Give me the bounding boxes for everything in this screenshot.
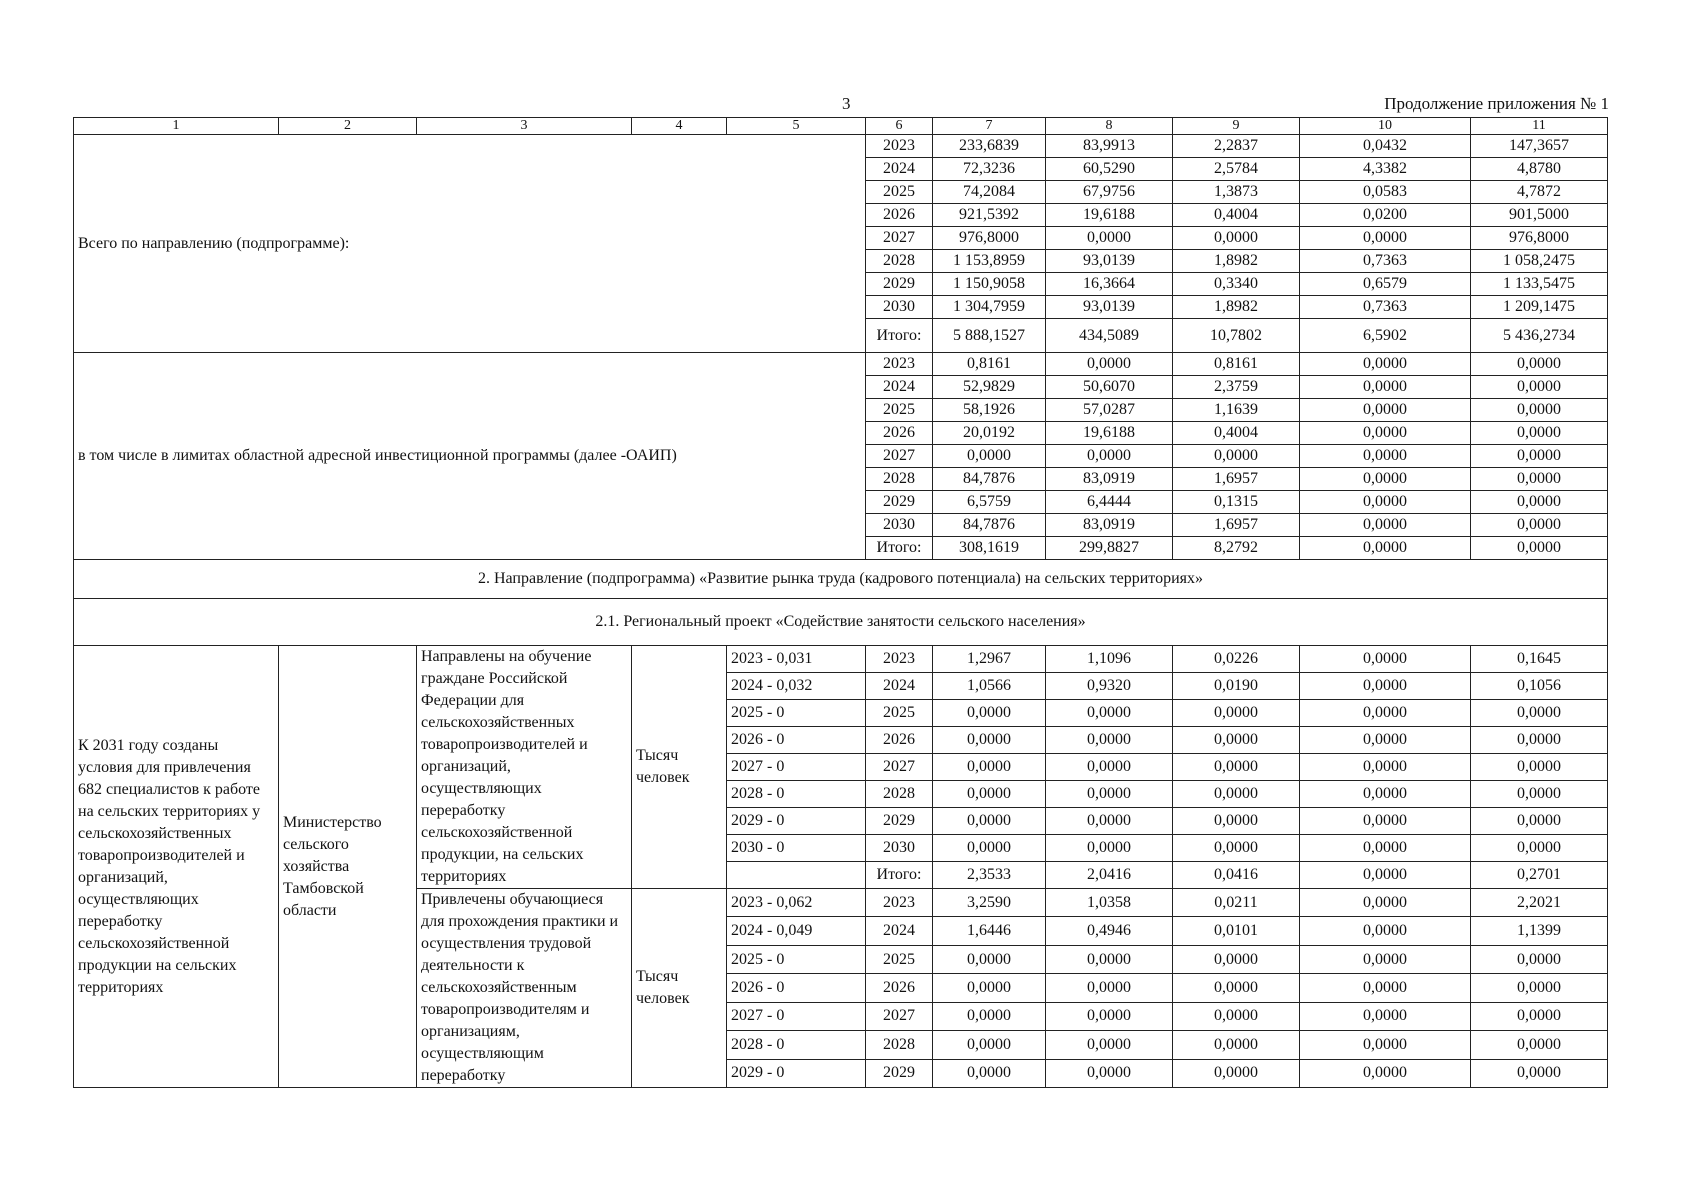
measure-unit: Тысяч человек xyxy=(632,646,727,889)
federal-budget-cell: 0,0000 xyxy=(1046,1002,1173,1030)
regional-budget-cell: 1,1639 xyxy=(1173,399,1300,422)
total-cell: 0,8161 xyxy=(933,353,1046,376)
program-table xyxy=(73,117,1608,1088)
page-number: 3 xyxy=(842,94,851,113)
column-number: 8 xyxy=(1046,118,1173,135)
extrabudget-cell: 0,0000 xyxy=(1471,353,1608,376)
total-cell: 84,7876 xyxy=(933,468,1046,491)
year-cell: 2024 xyxy=(866,158,933,181)
federal-budget-cell: 19,6188 xyxy=(1046,204,1173,227)
federal-budget-cell: 0,0000 xyxy=(1046,781,1173,808)
regional-budget-cell: 0,8161 xyxy=(1173,353,1300,376)
local-budget-cell: 0,0000 xyxy=(1300,468,1471,491)
indicator-value xyxy=(727,862,866,889)
local-budget-cell: 0,0000 xyxy=(1300,399,1471,422)
extrabudget-cell: 0,0000 xyxy=(1471,376,1608,399)
regional-budget-cell: 2,2837 xyxy=(1173,135,1300,158)
regional-budget-cell: 0,0211 xyxy=(1173,889,1300,917)
federal-budget-cell: 6,4444 xyxy=(1046,491,1173,514)
regional-budget-cell: 0,0000 xyxy=(1173,808,1300,835)
federal-budget-cell: 1,0358 xyxy=(1046,889,1173,917)
total-cell: 1,0566 xyxy=(933,673,1046,700)
local-budget-cell: 0,0000 xyxy=(1300,889,1471,917)
table-row xyxy=(74,646,1608,673)
regional-budget-cell: 1,8982 xyxy=(1173,250,1300,273)
total-cell: 1 153,8959 xyxy=(933,250,1046,273)
total-cell: 1 304,7959 xyxy=(933,296,1046,319)
indicator-value: 2023 - 0,031 xyxy=(727,646,866,673)
extrabudget-cell: 0,1056 xyxy=(1471,673,1608,700)
year-cell: 2027 xyxy=(866,754,933,781)
total-cell: 84,7876 xyxy=(933,514,1046,537)
federal-budget-cell: 299,8827 xyxy=(1046,537,1173,560)
federal-budget-cell: 0,0000 xyxy=(1046,445,1173,468)
local-budget-cell: 0,0000 xyxy=(1300,422,1471,445)
indicator-value: 2026 - 0 xyxy=(727,727,866,754)
total-cell: 58,1926 xyxy=(933,399,1046,422)
year-cell: 2025 xyxy=(866,399,933,422)
local-budget-cell: 0,0000 xyxy=(1300,974,1471,1002)
total-cell: 0,0000 xyxy=(933,781,1046,808)
regional-budget-cell: 0,1315 xyxy=(1173,491,1300,514)
extrabudget-cell: 0,0000 xyxy=(1471,537,1608,560)
regional-budget-cell: 0,0101 xyxy=(1173,917,1300,945)
column-number: 2 xyxy=(279,118,417,135)
indicator-value: 2029 - 0 xyxy=(727,1059,866,1087)
total-cell: 921,5392 xyxy=(933,204,1046,227)
table-row xyxy=(74,135,1608,158)
local-budget-cell: 0,0000 xyxy=(1300,445,1471,468)
local-budget-cell: 0,0000 xyxy=(1300,700,1471,727)
column-number: 10 xyxy=(1300,118,1471,135)
regional-budget-cell: 0,0000 xyxy=(1173,727,1300,754)
year-cell: 2028 xyxy=(866,1031,933,1059)
indicator-value: 2025 - 0 xyxy=(727,945,866,973)
total-cell: 0,0000 xyxy=(933,700,1046,727)
regional-budget-cell: 0,4004 xyxy=(1173,422,1300,445)
extrabudget-cell: 0,0000 xyxy=(1471,835,1608,862)
indicator-value: 2024 - 0,032 xyxy=(727,673,866,700)
year-cell: 2027 xyxy=(866,227,933,250)
extrabudget-cell: 2,2021 xyxy=(1471,889,1608,917)
federal-budget-cell: 0,0000 xyxy=(1046,1059,1173,1087)
local-budget-cell: 0,0000 xyxy=(1300,353,1471,376)
project-executor: Министерство сельского хозяйства Тамбовской области xyxy=(279,646,417,1088)
extrabudget-cell: 901,5000 xyxy=(1471,204,1608,227)
local-budget-cell: 0,0000 xyxy=(1300,673,1471,700)
federal-budget-cell: 0,0000 xyxy=(1046,1031,1173,1059)
indicator-value: 2030 - 0 xyxy=(727,835,866,862)
extrabudget-cell: 0,1645 xyxy=(1471,646,1608,673)
total-cell: 0,0000 xyxy=(933,945,1046,973)
year-cell: 2026 xyxy=(866,422,933,445)
local-budget-cell: 0,0000 xyxy=(1300,1059,1471,1087)
extrabudget-cell: 1,1399 xyxy=(1471,917,1608,945)
year-cell: 2025 xyxy=(866,700,933,727)
local-budget-cell: 0,0583 xyxy=(1300,181,1471,204)
year-cell: 2026 xyxy=(866,974,933,1002)
column-number-row xyxy=(74,118,1608,135)
total-label: Всего по направлению (подпрограмме): xyxy=(74,135,866,353)
total-cell: 1,2967 xyxy=(933,646,1046,673)
measure-name: Направлены на обучение граждане Российской Федерации для сельскохозяйственных товаропроизводителей и организаций, осуществляющих переработку сельскохозяйственной продукции, на сельских территориях xyxy=(417,646,632,889)
total-cell: 6,5759 xyxy=(933,491,1046,514)
year-cell: 2026 xyxy=(866,727,933,754)
column-number: 11 xyxy=(1471,118,1608,135)
year-cell: 2029 xyxy=(866,808,933,835)
local-budget-cell: 0,0000 xyxy=(1300,917,1471,945)
subsection-heading-row xyxy=(74,599,1608,646)
total-cell: 74,2084 xyxy=(933,181,1046,204)
total-cell: 3,2590 xyxy=(933,889,1046,917)
regional-budget-cell: 0,0000 xyxy=(1173,445,1300,468)
regional-budget-cell: 0,0000 xyxy=(1173,781,1300,808)
federal-budget-cell: 93,0139 xyxy=(1046,296,1173,319)
federal-budget-cell: 16,3664 xyxy=(1046,273,1173,296)
federal-budget-cell: 434,5089 xyxy=(1046,319,1173,353)
section-heading: 2. Направление (подпрограмма) «Развитие рынка труда (кадрового потенциала) на сельских территориях» xyxy=(74,560,1608,599)
extrabudget-cell: 0,0000 xyxy=(1471,445,1608,468)
local-budget-cell: 0,0000 xyxy=(1300,835,1471,862)
local-budget-cell: 6,5902 xyxy=(1300,319,1471,353)
extrabudget-cell: 1 209,1475 xyxy=(1471,296,1608,319)
local-budget-cell: 0,7363 xyxy=(1300,250,1471,273)
regional-budget-cell: 0,0416 xyxy=(1173,862,1300,889)
local-budget-cell: 0,0000 xyxy=(1300,1031,1471,1059)
year-cell: 2027 xyxy=(866,1002,933,1030)
year-cell: 2026 xyxy=(866,204,933,227)
federal-budget-cell: 0,0000 xyxy=(1046,974,1173,1002)
extrabudget-cell: 5 436,2734 xyxy=(1471,319,1608,353)
section-heading-row xyxy=(74,560,1608,599)
total-cell: 0,0000 xyxy=(933,754,1046,781)
regional-budget-cell: 0,0000 xyxy=(1173,835,1300,862)
year-cell: 2029 xyxy=(866,491,933,514)
total-cell: 308,1619 xyxy=(933,537,1046,560)
federal-budget-cell: 0,0000 xyxy=(1046,835,1173,862)
federal-budget-cell: 0,4946 xyxy=(1046,917,1173,945)
federal-budget-cell: 83,0919 xyxy=(1046,468,1173,491)
indicator-value: 2027 - 0 xyxy=(727,1002,866,1030)
federal-budget-cell: 0,0000 xyxy=(1046,754,1173,781)
year-cell: 2030 xyxy=(866,514,933,537)
federal-budget-cell: 67,9756 xyxy=(1046,181,1173,204)
column-number: 7 xyxy=(933,118,1046,135)
extrabudget-cell: 0,0000 xyxy=(1471,700,1608,727)
federal-budget-cell: 2,0416 xyxy=(1046,862,1173,889)
extrabudget-cell: 0,2701 xyxy=(1471,862,1608,889)
column-number: 9 xyxy=(1173,118,1300,135)
total-cell: 233,6839 xyxy=(933,135,1046,158)
year-cell: 2024 xyxy=(866,917,933,945)
regional-budget-cell: 2,3759 xyxy=(1173,376,1300,399)
local-budget-cell: 0,0000 xyxy=(1300,727,1471,754)
extrabudget-cell: 0,0000 xyxy=(1471,422,1608,445)
extrabudget-cell: 0,0000 xyxy=(1471,808,1608,835)
extrabudget-cell: 0,0000 xyxy=(1471,781,1608,808)
column-number: 3 xyxy=(417,118,632,135)
local-budget-cell: 4,3382 xyxy=(1300,158,1471,181)
extrabudget-cell: 4,8780 xyxy=(1471,158,1608,181)
indicator-value: 2028 - 0 xyxy=(727,781,866,808)
regional-budget-cell: 0,0000 xyxy=(1173,1002,1300,1030)
continuation-title: Продолжение приложения № 1 xyxy=(1384,94,1609,113)
column-number: 6 xyxy=(866,118,933,135)
federal-budget-cell: 57,0287 xyxy=(1046,399,1173,422)
extrabudget-cell: 0,0000 xyxy=(1471,1002,1608,1030)
federal-budget-cell: 60,5290 xyxy=(1046,158,1173,181)
regional-budget-cell: 1,6957 xyxy=(1173,468,1300,491)
extrabudget-cell: 0,0000 xyxy=(1471,974,1608,1002)
extrabudget-cell: 0,0000 xyxy=(1471,468,1608,491)
local-budget-cell: 0,0432 xyxy=(1300,135,1471,158)
year-cell: 2029 xyxy=(866,1059,933,1087)
local-budget-cell: 0,0000 xyxy=(1300,754,1471,781)
total-cell: 0,0000 xyxy=(933,974,1046,1002)
federal-budget-cell: 93,0139 xyxy=(1046,250,1173,273)
column-number: 5 xyxy=(727,118,866,135)
extrabudget-cell: 147,3657 xyxy=(1471,135,1608,158)
federal-budget-cell: 1,1096 xyxy=(1046,646,1173,673)
year-cell: 2030 xyxy=(866,835,933,862)
total-cell: 0,0000 xyxy=(933,1002,1046,1030)
total-cell: 72,3236 xyxy=(933,158,1046,181)
regional-budget-cell: 0,0000 xyxy=(1173,1059,1300,1087)
extrabudget-cell: 0,0000 xyxy=(1471,1059,1608,1087)
year-cell: 2028 xyxy=(866,468,933,491)
indicator-value: 2026 - 0 xyxy=(727,974,866,1002)
local-budget-cell: 0,7363 xyxy=(1300,296,1471,319)
regional-budget-cell: 0,0000 xyxy=(1173,700,1300,727)
regional-budget-cell: 8,2792 xyxy=(1173,537,1300,560)
extrabudget-cell: 4,7872 xyxy=(1471,181,1608,204)
measure-name: Привлечены обучающиеся для прохождения практики и осуществления трудовой деятельности к сельскохозяйственным товаропроизводителям и организациям, осуществляющим переработку xyxy=(417,889,632,1088)
total-cell: 1 150,9058 xyxy=(933,273,1046,296)
local-budget-cell: 0,0000 xyxy=(1300,781,1471,808)
extrabudget-cell: 0,0000 xyxy=(1471,1031,1608,1059)
extrabudget-cell: 976,8000 xyxy=(1471,227,1608,250)
extrabudget-cell: 1 133,5475 xyxy=(1471,273,1608,296)
federal-budget-cell: 83,9913 xyxy=(1046,135,1173,158)
indicator-value: 2028 - 0 xyxy=(727,1031,866,1059)
federal-budget-cell: 0,0000 xyxy=(1046,727,1173,754)
local-budget-cell: 0,0000 xyxy=(1300,945,1471,973)
federal-budget-cell: 0,0000 xyxy=(1046,353,1173,376)
local-budget-cell: 0,0000 xyxy=(1300,646,1471,673)
federal-budget-cell: 19,6188 xyxy=(1046,422,1173,445)
year-cell: 2023 xyxy=(866,135,933,158)
subsection-heading: 2.1. Региональный проект «Содействие занятости сельского населения» xyxy=(74,599,1608,646)
project-goal: К 2031 году созданы условия для привлечения 682 специалистов к работе на сельских территориях у сельскохозяйственных товаропроизводителей и организаций, осуществляющих переработку сельскохозяйственной продукции на сельских территориях xyxy=(74,646,279,1088)
local-budget-cell: 0,0000 xyxy=(1300,376,1471,399)
extrabudget-cell: 0,0000 xyxy=(1471,754,1608,781)
local-budget-cell: 0,0000 xyxy=(1300,514,1471,537)
local-budget-cell: 0,0200 xyxy=(1300,204,1471,227)
federal-budget-cell: 0,0000 xyxy=(1046,700,1173,727)
regional-budget-cell: 0,0190 xyxy=(1173,673,1300,700)
indicator-value: 2027 - 0 xyxy=(727,754,866,781)
total-cell: 1,6446 xyxy=(933,917,1046,945)
year-cell: Итого: xyxy=(866,862,933,889)
year-cell: 2025 xyxy=(866,181,933,204)
extrabudget-cell: 0,0000 xyxy=(1471,491,1608,514)
table-row xyxy=(74,353,1608,376)
regional-budget-cell: 2,5784 xyxy=(1173,158,1300,181)
year-cell: 2025 xyxy=(866,945,933,973)
regional-budget-cell: 1,6957 xyxy=(1173,514,1300,537)
total-cell: 976,8000 xyxy=(933,227,1046,250)
year-cell: 2023 xyxy=(866,353,933,376)
regional-budget-cell: 0,0000 xyxy=(1173,227,1300,250)
year-cell: 2024 xyxy=(866,673,933,700)
indicator-value: 2025 - 0 xyxy=(727,700,866,727)
local-budget-cell: 0,0000 xyxy=(1300,1002,1471,1030)
extrabudget-cell: 0,0000 xyxy=(1471,514,1608,537)
extrabudget-cell: 0,0000 xyxy=(1471,727,1608,754)
year-cell: Итого: xyxy=(866,537,933,560)
total-cell: 2,3533 xyxy=(933,862,1046,889)
extrabudget-cell: 1 058,2475 xyxy=(1471,250,1608,273)
total-cell: 0,0000 xyxy=(933,808,1046,835)
extrabudget-cell: 0,0000 xyxy=(1471,945,1608,973)
total-cell: 52,9829 xyxy=(933,376,1046,399)
year-cell: 2023 xyxy=(866,646,933,673)
year-cell: 2028 xyxy=(866,250,933,273)
indicator-value: 2029 - 0 xyxy=(727,808,866,835)
regional-budget-cell: 0,4004 xyxy=(1173,204,1300,227)
regional-budget-cell: 1,3873 xyxy=(1173,181,1300,204)
indicator-value: 2024 - 0,049 xyxy=(727,917,866,945)
extrabudget-cell: 0,0000 xyxy=(1471,399,1608,422)
regional-budget-cell: 0,0000 xyxy=(1173,1031,1300,1059)
federal-budget-cell: 0,0000 xyxy=(1046,227,1173,250)
federal-budget-cell: 0,9320 xyxy=(1046,673,1173,700)
year-cell: 2028 xyxy=(866,781,933,808)
regional-budget-cell: 1,8982 xyxy=(1173,296,1300,319)
federal-budget-cell: 0,0000 xyxy=(1046,945,1173,973)
total-cell: 0,0000 xyxy=(933,1059,1046,1087)
total-cell: 0,0000 xyxy=(933,1031,1046,1059)
total-cell: 5 888,1527 xyxy=(933,319,1046,353)
local-budget-cell: 0,0000 xyxy=(1300,227,1471,250)
total-cell: 0,0000 xyxy=(933,835,1046,862)
local-budget-cell: 0,0000 xyxy=(1300,862,1471,889)
regional-budget-cell: 0,3340 xyxy=(1173,273,1300,296)
year-cell: 2023 xyxy=(866,889,933,917)
year-cell: 2029 xyxy=(866,273,933,296)
column-number: 4 xyxy=(632,118,727,135)
year-cell: Итого: xyxy=(866,319,933,353)
total-cell: 0,0000 xyxy=(933,727,1046,754)
year-cell: 2030 xyxy=(866,296,933,319)
federal-budget-cell: 50,6070 xyxy=(1046,376,1173,399)
regional-budget-cell: 0,0000 xyxy=(1173,945,1300,973)
local-budget-cell: 0,0000 xyxy=(1300,808,1471,835)
local-budget-cell: 0,0000 xyxy=(1300,491,1471,514)
regional-budget-cell: 0,0000 xyxy=(1173,974,1300,1002)
year-cell: 2024 xyxy=(866,376,933,399)
regional-budget-cell: 10,7802 xyxy=(1173,319,1300,353)
local-budget-cell: 0,6579 xyxy=(1300,273,1471,296)
column-number: 1 xyxy=(74,118,279,135)
oaip-label: в том числе в лимитах областной адресной инвестиционной программы (далее -ОАИП) xyxy=(74,353,866,560)
regional-budget-cell: 0,0226 xyxy=(1173,646,1300,673)
indicator-value: 2023 - 0,062 xyxy=(727,889,866,917)
local-budget-cell: 0,0000 xyxy=(1300,537,1471,560)
measure-unit: Тысяч человек xyxy=(632,889,727,1088)
federal-budget-cell: 83,0919 xyxy=(1046,514,1173,537)
year-cell: 2027 xyxy=(866,445,933,468)
total-cell: 20,0192 xyxy=(933,422,1046,445)
total-cell: 0,0000 xyxy=(933,445,1046,468)
regional-budget-cell: 0,0000 xyxy=(1173,754,1300,781)
federal-budget-cell: 0,0000 xyxy=(1046,808,1173,835)
